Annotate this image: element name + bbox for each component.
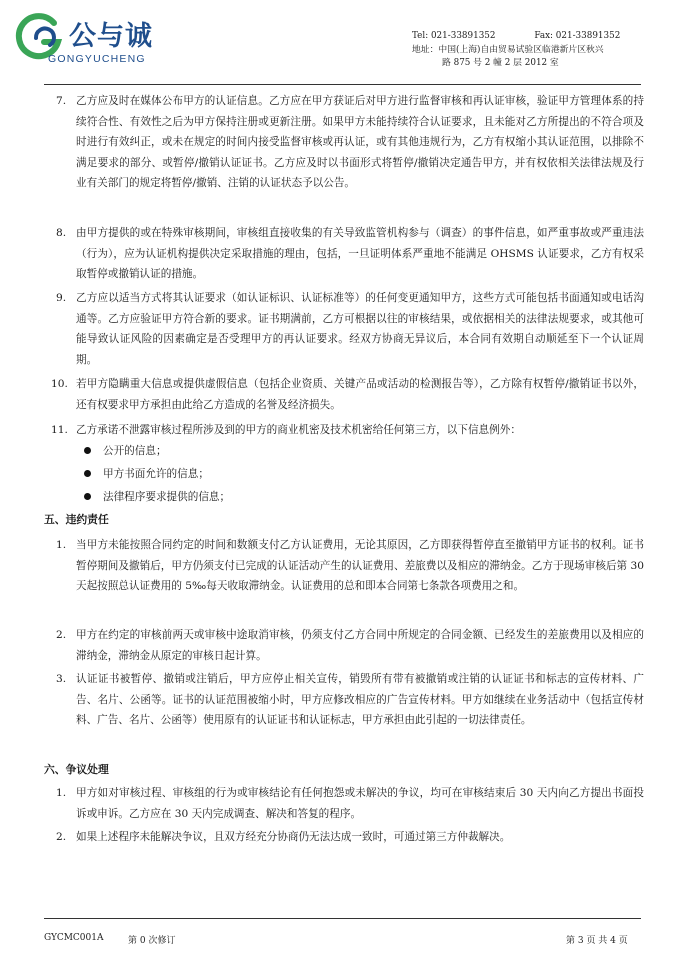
clause-6-2 bbox=[56, 827, 644, 848]
header-divider bbox=[44, 84, 641, 85]
clause-8 bbox=[56, 223, 644, 285]
clause-text: 乙方应以适当方式将其认证要求（如认证标识、认证标准等）的任何变更通知甲方，这些方式可能包括书面通知或电话沟通等。乙方应验证甲方符合新的要求。证书期满前，乙方可根据以往的审核结果，或依据相关的法律法规要求，或其他可能导致认证风险的因素确定是否受理甲方的再认证要求。经双方协商无异议后，本合同有效期自动顺延至下一个认证周期。 bbox=[76, 292, 644, 366]
clause-number: 8. bbox=[56, 227, 67, 239]
clause-text: 甲方在约定的审核前两天或审核中途取消审核，仍须支付乙方合同中所规定的合同金额、已经发生的差旅费用以及相应的滞纳金，滞纳金从原定的审核日起计算。 bbox=[76, 629, 644, 662]
clause-text: 由甲方提供的或在特殊审核期间，审核组直接收集的有关导致监管机构参与（调查）的事件信息，如严重事故或严重违法（行为），应为认证机构提供决定采取措施的理由，包括，一旦证明体系严重地不能满足 OHSMS 认证要求，乙方有权采取暂停或撤销认证的措施。 bbox=[76, 227, 644, 281]
clause-11 bbox=[51, 420, 644, 441]
clause-number: 2. bbox=[56, 629, 67, 641]
tel-number: Tel: 021-33891352 bbox=[412, 31, 496, 41]
clause-number: 2. bbox=[56, 831, 67, 843]
bullet-icon bbox=[84, 470, 91, 477]
clause-text: 当甲方未能按照合同约定的时间和数额支付乙方认证费用，无论其原因，乙方即获得暂停直至撤销甲方证书的权利。证书暂停期间及撤销后，甲方仍须支付已完成的认证活动产生的认证费用、差旅费以及相应的滞纳金。乙方于现场审核后第 30 天起按照总认证费用的 5‰每天收取滞纳金。认证费用的总和即本合同第七条款各项费用之和。 bbox=[76, 539, 644, 593]
revision-label: 第 0 次修订 bbox=[128, 936, 176, 946]
clause-number: 7. bbox=[56, 95, 67, 107]
clause-5-1 bbox=[56, 535, 644, 597]
logo-chinese-text: 公与诚 bbox=[69, 21, 153, 52]
clause-number: 1. bbox=[56, 539, 67, 551]
logo-english-text: GONGYUCHENG bbox=[48, 53, 146, 65]
bullet-icon bbox=[84, 447, 91, 454]
list-item: 法律程序要求提供的信息； bbox=[84, 487, 230, 507]
document-code: GYCMC001A bbox=[44, 933, 104, 943]
section-heading-6: 六、争议处理 bbox=[44, 763, 109, 776]
clause-number: 3. bbox=[56, 673, 67, 685]
section-heading-5: 五、违约责任 bbox=[44, 513, 109, 526]
company-logo bbox=[14, 12, 164, 72]
clause-number: 1. bbox=[56, 787, 67, 799]
clause-number: 9. bbox=[56, 292, 67, 304]
clause-9 bbox=[56, 288, 644, 370]
list-item: 甲方书面允许的信息； bbox=[84, 464, 209, 484]
clause-text: 乙方应及时在媒体公布甲方的认证信息。乙方应在甲方获证后对甲方进行监督审核和再认证审核，验证甲方管理体系的持续符合性、有效性之后为甲方保持注册或更新注册。如果甲方未能持续符合认证要求，且未能对乙方所提出的不符合项及时进行有效纠正，或未在规定的时间内接受监督审核或再认证，或有其他违规行为，乙方有权缩小其认证范围，以排除不满足要求的部分、或暂停/撤销认证证书。乙方应及时以书面形式将暂停/撤销决定通告甲方，并有权依相关法律法规及行业有关部门的规定将暂停/撤销、注销的认证状态予以公告。 bbox=[76, 95, 644, 190]
clause-7 bbox=[56, 91, 644, 194]
contact-info bbox=[412, 30, 620, 71]
clause-number: 11. bbox=[51, 424, 68, 436]
clause-text: 若甲方隐瞒重大信息或提供虚假信息（包括企业资质、关键产品或活动的检测报告等），乙方除有权暂停/撤销证书以外，还有权要求甲方承担由此给乙方造成的名誉及经济损失。 bbox=[76, 378, 644, 411]
clause-5-2 bbox=[56, 625, 644, 666]
address-line-1: 地址：中国(上海)自由贸易试验区临港新片区秋兴 bbox=[412, 44, 604, 55]
clause-text: 乙方承诺不泄露审核过程所涉及到的甲方的商业机密及技术机密给任何第三方，以下信息例外： bbox=[76, 424, 521, 436]
clause-6-1 bbox=[56, 783, 644, 824]
clause-number: 10. bbox=[51, 378, 68, 390]
footer-divider bbox=[44, 918, 641, 919]
fax-number: Fax: 021-33891352 bbox=[534, 31, 621, 41]
page-header bbox=[0, 0, 685, 88]
clause-text: 如果上述程序未能解决争议，且双方经充分协商仍无法达成一致时，可通过第三方仲裁解决。 bbox=[76, 831, 511, 843]
clause-5-3 bbox=[56, 669, 644, 731]
clause-10 bbox=[51, 374, 644, 415]
clause-text: 认证证书被暂停、撤销或注销后，甲方应停止相关宣传，销毁所有带有被撤销或注销的认证证书和标志的宣传材料、广告、名片、公函等。证书的认证范围被缩小时，甲方应修改相应的广告宣传材料。甲方如继续在业务活动中（包括宣传材料、广告、名片、公函等）使用原有的认证证书和认证标志，甲方承担由此引起的一切法律责任。 bbox=[76, 673, 644, 727]
bullet-icon bbox=[84, 493, 91, 500]
clause-text: 甲方如对审核过程、审核组的行为或审核结论有任何抱怨或未解决的争议，均可在审核结束后 30 天内向乙方提出书面投诉或申诉。乙方应在 30 天内完成调查、解决和答复的程序。 bbox=[76, 787, 644, 820]
list-item: 公开的信息； bbox=[84, 441, 167, 461]
address-line-2: 路 875 号 2 幢 2 层 2012 室 bbox=[442, 58, 559, 68]
page-number: 第 3 页 共 4 页 bbox=[566, 936, 628, 946]
